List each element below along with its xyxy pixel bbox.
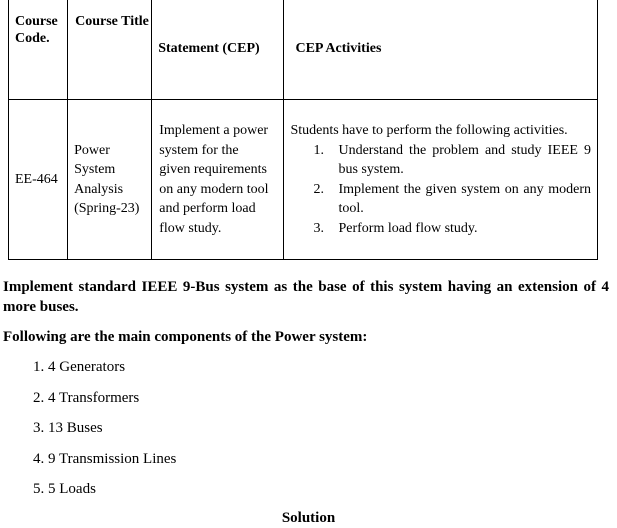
activity-item [290, 141, 591, 180]
header-course-code: Course Code. [9, 0, 68, 100]
statement-line: system for the [159, 142, 239, 158]
activity-item [290, 180, 591, 219]
course-code-cell: EE-464 [9, 100, 68, 260]
table-header-row [9, 0, 598, 100]
course-title-line: Analysis [74, 181, 124, 197]
course-table [8, 0, 598, 260]
list-item: 3. 13 Buses [33, 420, 103, 436]
list-item: 5. 5 Loads [33, 481, 96, 497]
activity-text: Implement the given system on any modern tool. [338, 181, 591, 216]
list-item: 2. 4 Transformers [33, 389, 140, 406]
activities-cell [284, 100, 598, 260]
activity-number: 3. [313, 220, 324, 236]
system-description-paragraph: Implement standard IEEE 9-Bus system as the base of this system having an extension of 4 more buses. [3, 279, 609, 315]
statement-line: and perform load [159, 201, 256, 216]
activity-item [290, 219, 591, 239]
activity-text: Understand the problem and study IEEE 9 bus system. [338, 142, 591, 177]
activities-intro: Students have to perform the following activities. [290, 123, 568, 138]
header-statement: Statement (CEP) [152, 0, 284, 100]
components-list [33, 357, 176, 510]
activity-number: 2. [313, 181, 324, 197]
statement-line: flow study. [159, 220, 222, 236]
statement-line: given requirements [159, 162, 267, 177]
course-title-line: Power [74, 142, 110, 158]
course-title-cell [68, 100, 152, 260]
activities-list [290, 141, 591, 239]
header-activities: CEP Activities [284, 0, 598, 100]
list-item: 1. 4 Generators [33, 359, 126, 375]
course-title-line: (Spring-23) [74, 201, 140, 216]
table-row [9, 100, 598, 260]
solution-heading: Solution [281, 510, 336, 526]
statement-line: on any modern tool [159, 181, 269, 197]
activity-number: 1. [313, 142, 324, 158]
course-title-line: System [74, 162, 116, 177]
components-heading: Following are the main components of the Power system: [3, 329, 368, 345]
list-item: 4. 9 Transmission Lines [33, 450, 177, 467]
header-course-title: Course Title [68, 0, 152, 100]
statement-line: Implement a power [159, 123, 269, 138]
statement-cell [152, 100, 284, 260]
activity-text: Perform load flow study. [338, 220, 478, 236]
